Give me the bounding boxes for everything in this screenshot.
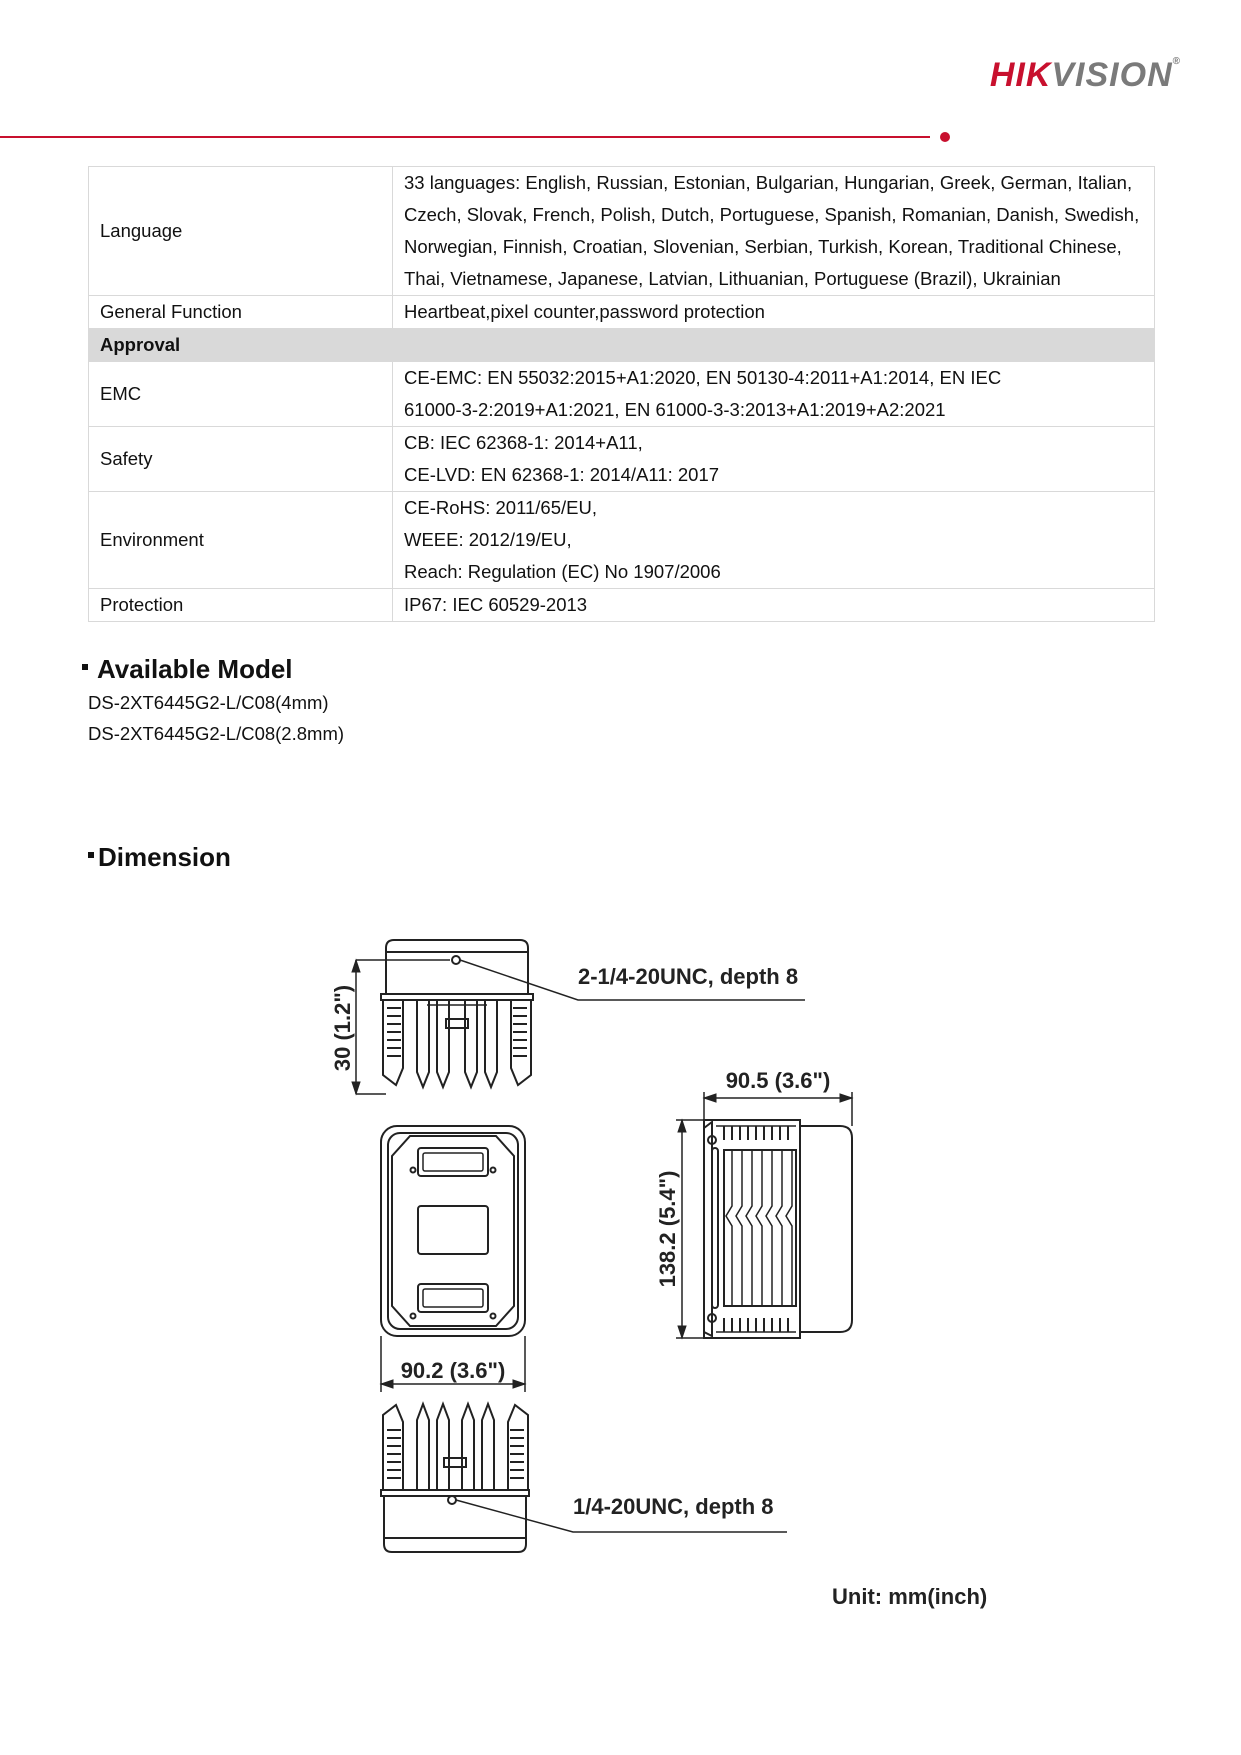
- bottom-view: [381, 1404, 529, 1552]
- hikvision-logo: HIKVISION®: [989, 56, 1181, 94]
- spec-value-line: Thai, Vietnamese, Japanese, Latvian, Lithuanian, Portuguese (Brazil), Ukrainian: [404, 268, 1061, 289]
- model-item: DS-2XT6445G2-L/C08(2.8mm): [88, 723, 345, 744]
- spec-key: EMC: [89, 362, 393, 427]
- spec-key: Language: [89, 167, 393, 296]
- bottom-thread-label: 1/4-20UNC, depth 8: [573, 1494, 774, 1519]
- spec-value-line: CE-EMC: EN 55032:2015+A1:2020, EN 50130-4:2011+A1:2014, EN IEC: [404, 367, 1002, 388]
- section-title: Approval: [89, 329, 1155, 362]
- spec-value-line: IP67: IEC 60529-2013: [404, 594, 588, 615]
- unit-label: Unit: mm(inch): [832, 1584, 988, 1609]
- spec-key: Environment: [89, 492, 393, 589]
- spec-value-line: Heartbeat,pixel counter,password protection: [404, 301, 765, 322]
- spec-value-line: CB: IEC 62368-1: 2014+A11,: [404, 432, 643, 453]
- spec-value-line: CE-LVD: EN 62368-1: 2014/A11: 2017: [404, 464, 720, 485]
- spec-value-line: Norwegian, Finnish, Croatian, Slovenian, Serbian, Turkish, Korean, Traditional Chinese,: [404, 236, 1122, 257]
- spec-key: General Function: [89, 296, 393, 329]
- side-width-label: 90.5 (3.6"): [725, 1068, 831, 1093]
- spec-value-line: WEEE: 2012/19/EU,: [404, 529, 572, 550]
- height-label: 30 (1.2"): [330, 984, 355, 1072]
- spec-key: Safety: [89, 427, 393, 492]
- spec-value-line: Reach: Regulation (EC) No 1907/2006: [404, 561, 721, 582]
- side-height-label: 138.2 (5.4"): [655, 1170, 680, 1288]
- front-view: [381, 1126, 525, 1336]
- model-item: DS-2XT6445G2-L/C08(4mm): [88, 692, 329, 713]
- available-model-heading: Available Model: [82, 654, 293, 685]
- top-thread-label: 2-1/4-20UNC, depth 8: [578, 964, 799, 989]
- spec-value-line: 61000-3-2:2019+A1:2021, EN 61000-3-3:2013+A1:2019+A2:2021: [404, 399, 946, 420]
- spec-value-line: CE-RoHS: 2011/65/EU,: [404, 497, 597, 518]
- spec-key: Protection: [89, 589, 393, 622]
- dimension-heading: Dimension: [88, 842, 231, 873]
- spec-value-line: Czech, Slovak, French, Polish, Dutch, Portuguese, Spanish, Romanian, Danish, Swedish,: [404, 204, 1140, 225]
- front-width-label: 90.2 (3.6"): [400, 1358, 506, 1383]
- side-view: [704, 1120, 852, 1338]
- spec-value-line: 33 languages: English, Russian, Estonian, Bulgarian, Hungarian, Greek, German, Italian,: [404, 172, 1133, 193]
- top-view: [381, 940, 533, 1087]
